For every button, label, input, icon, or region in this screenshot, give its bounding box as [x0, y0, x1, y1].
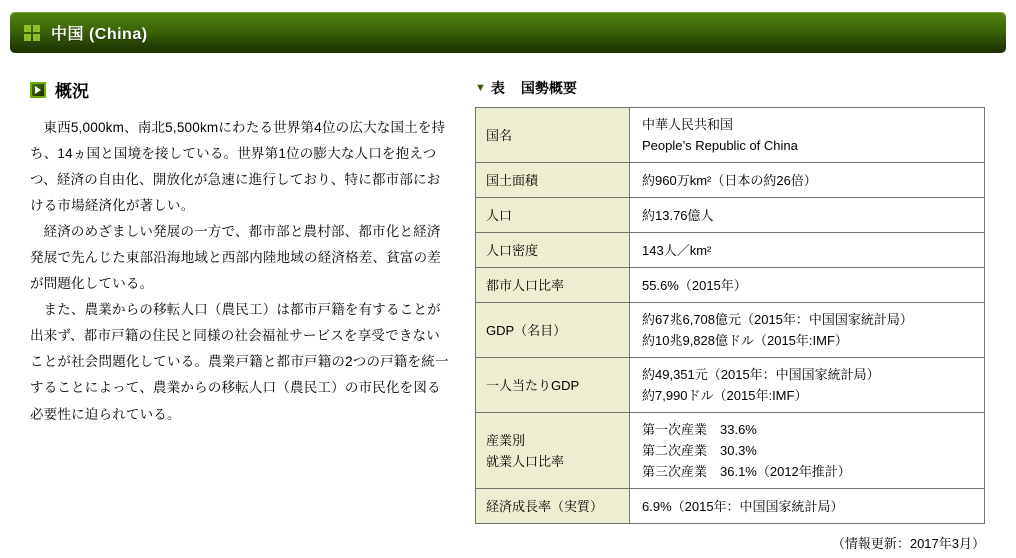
overview-paragraph: 経済のめざましい発展の一方で、都市部と農村部、都市化と経済発展で先んじた東部沿海地域と西部内陸地域の経済格差、貧富の差が問題化している。 [30, 224, 441, 292]
cell-line: 約49,351元（2015年：中国国家統計局） [642, 367, 880, 383]
table-row-value [630, 198, 985, 233]
table-row [476, 358, 985, 413]
table-row-label [476, 413, 630, 489]
table-row-label [476, 268, 630, 303]
cell-line: 第一次産業 33.6% [642, 422, 757, 438]
overview-section [30, 77, 451, 552]
cell-line: 143人／km² [642, 242, 712, 258]
cell-line: 一人当たりGDP [486, 377, 580, 393]
cell-line: 約10兆9,828億ドル（2015年:IMF） [642, 333, 848, 349]
table-title [475, 78, 985, 98]
table-row-value [630, 163, 985, 198]
overview-paragraph: また、農業からの移転人口（農民工）は都市戸籍を有することが出来ず、都市戸籍の住民と同様の社会福祉サービスを享受できないことが社会問題化している。農業戸籍と都市戸籍の2つの戸籍を統一することによって、農業からの移転人口（農民工）の市民化を図る必要性に迫られている。 [30, 302, 449, 422]
table-row-value [630, 489, 985, 524]
overview-heading [30, 77, 451, 102]
table-row-label [476, 198, 630, 233]
table-row-label [476, 358, 630, 413]
table-row-value [630, 358, 985, 413]
cell-line: 国土面積 [486, 172, 539, 188]
cell-line: 就業人口比率 [486, 453, 565, 469]
table-row [476, 303, 985, 358]
table-row-value [630, 268, 985, 303]
cell-line: 国名 [486, 127, 513, 143]
grid-icon [24, 25, 40, 41]
table-row [476, 268, 985, 303]
cell-line: 第二次産業 30.3% [642, 443, 757, 459]
table-row-value [630, 108, 985, 163]
table-title-text: 国勢概要 [520, 80, 577, 96]
cell-line: 約67兆6,708億元（2015年：中国国家統計局） [642, 312, 913, 328]
table-row-label [476, 163, 630, 198]
cell-line: GDP（名目） [486, 322, 567, 338]
overview-paragraph: 東西5,000km、南北5,500kmにわたる世界第4位の広大な国土を持ち、14ヵ国と国境を接している。世界第1位の膨大な人口を抱えつつ、経済の自由化、開放化が急速に進行しており、特に都市部における市場経済化が著しい。 [30, 120, 446, 214]
update-note: （情報更新：2017年3月） [831, 536, 985, 552]
table-word: 表 [490, 80, 505, 96]
overview-heading-label: 概況 [55, 82, 89, 101]
table-row [476, 163, 985, 198]
cell-line: 第三次産業 36.1%（2012年推計） [642, 464, 851, 480]
cell-line: 約7,990ドル（2015年:IMF） [642, 388, 808, 404]
page-title: 中国 (China) [51, 26, 148, 43]
cell-line: 産業別 [486, 432, 526, 448]
cell-line: 約13.76億人 [642, 207, 714, 223]
table-row-label [476, 303, 630, 358]
cell-line: 都市人口比率 [486, 277, 565, 293]
table-row-label [476, 233, 630, 268]
table-row [476, 413, 985, 489]
table-row-value [630, 233, 985, 268]
page-header-bar [10, 12, 1006, 53]
cell-line: 経済成長率（実質） [486, 498, 604, 514]
cell-line: 中華人民共和国 [642, 117, 734, 132]
table-row-value [630, 303, 985, 358]
table-row-label [476, 489, 630, 524]
cell-line: 55.6%（2015年） [642, 277, 747, 293]
stats-section [475, 77, 985, 552]
main-content [0, 53, 1016, 552]
table-row [476, 233, 985, 268]
cell-line: People’s Republic of China [642, 138, 798, 154]
table-row [476, 489, 985, 524]
table-row [476, 198, 985, 233]
cell-line: 人口 [486, 207, 513, 223]
table-row-label [476, 108, 630, 163]
cell-line: 人口密度 [486, 242, 539, 258]
table-row-value [630, 413, 985, 489]
triangle-down-icon: ▼ [475, 82, 486, 94]
cell-line: 約960万km²（日本の約26倍） [642, 172, 817, 188]
cell-line: 6.9%（2015年：中国国家統計局） [642, 498, 844, 514]
overview-text [30, 115, 451, 428]
country-stats-table [475, 107, 985, 524]
play-icon [30, 82, 46, 98]
table-row [476, 108, 985, 163]
